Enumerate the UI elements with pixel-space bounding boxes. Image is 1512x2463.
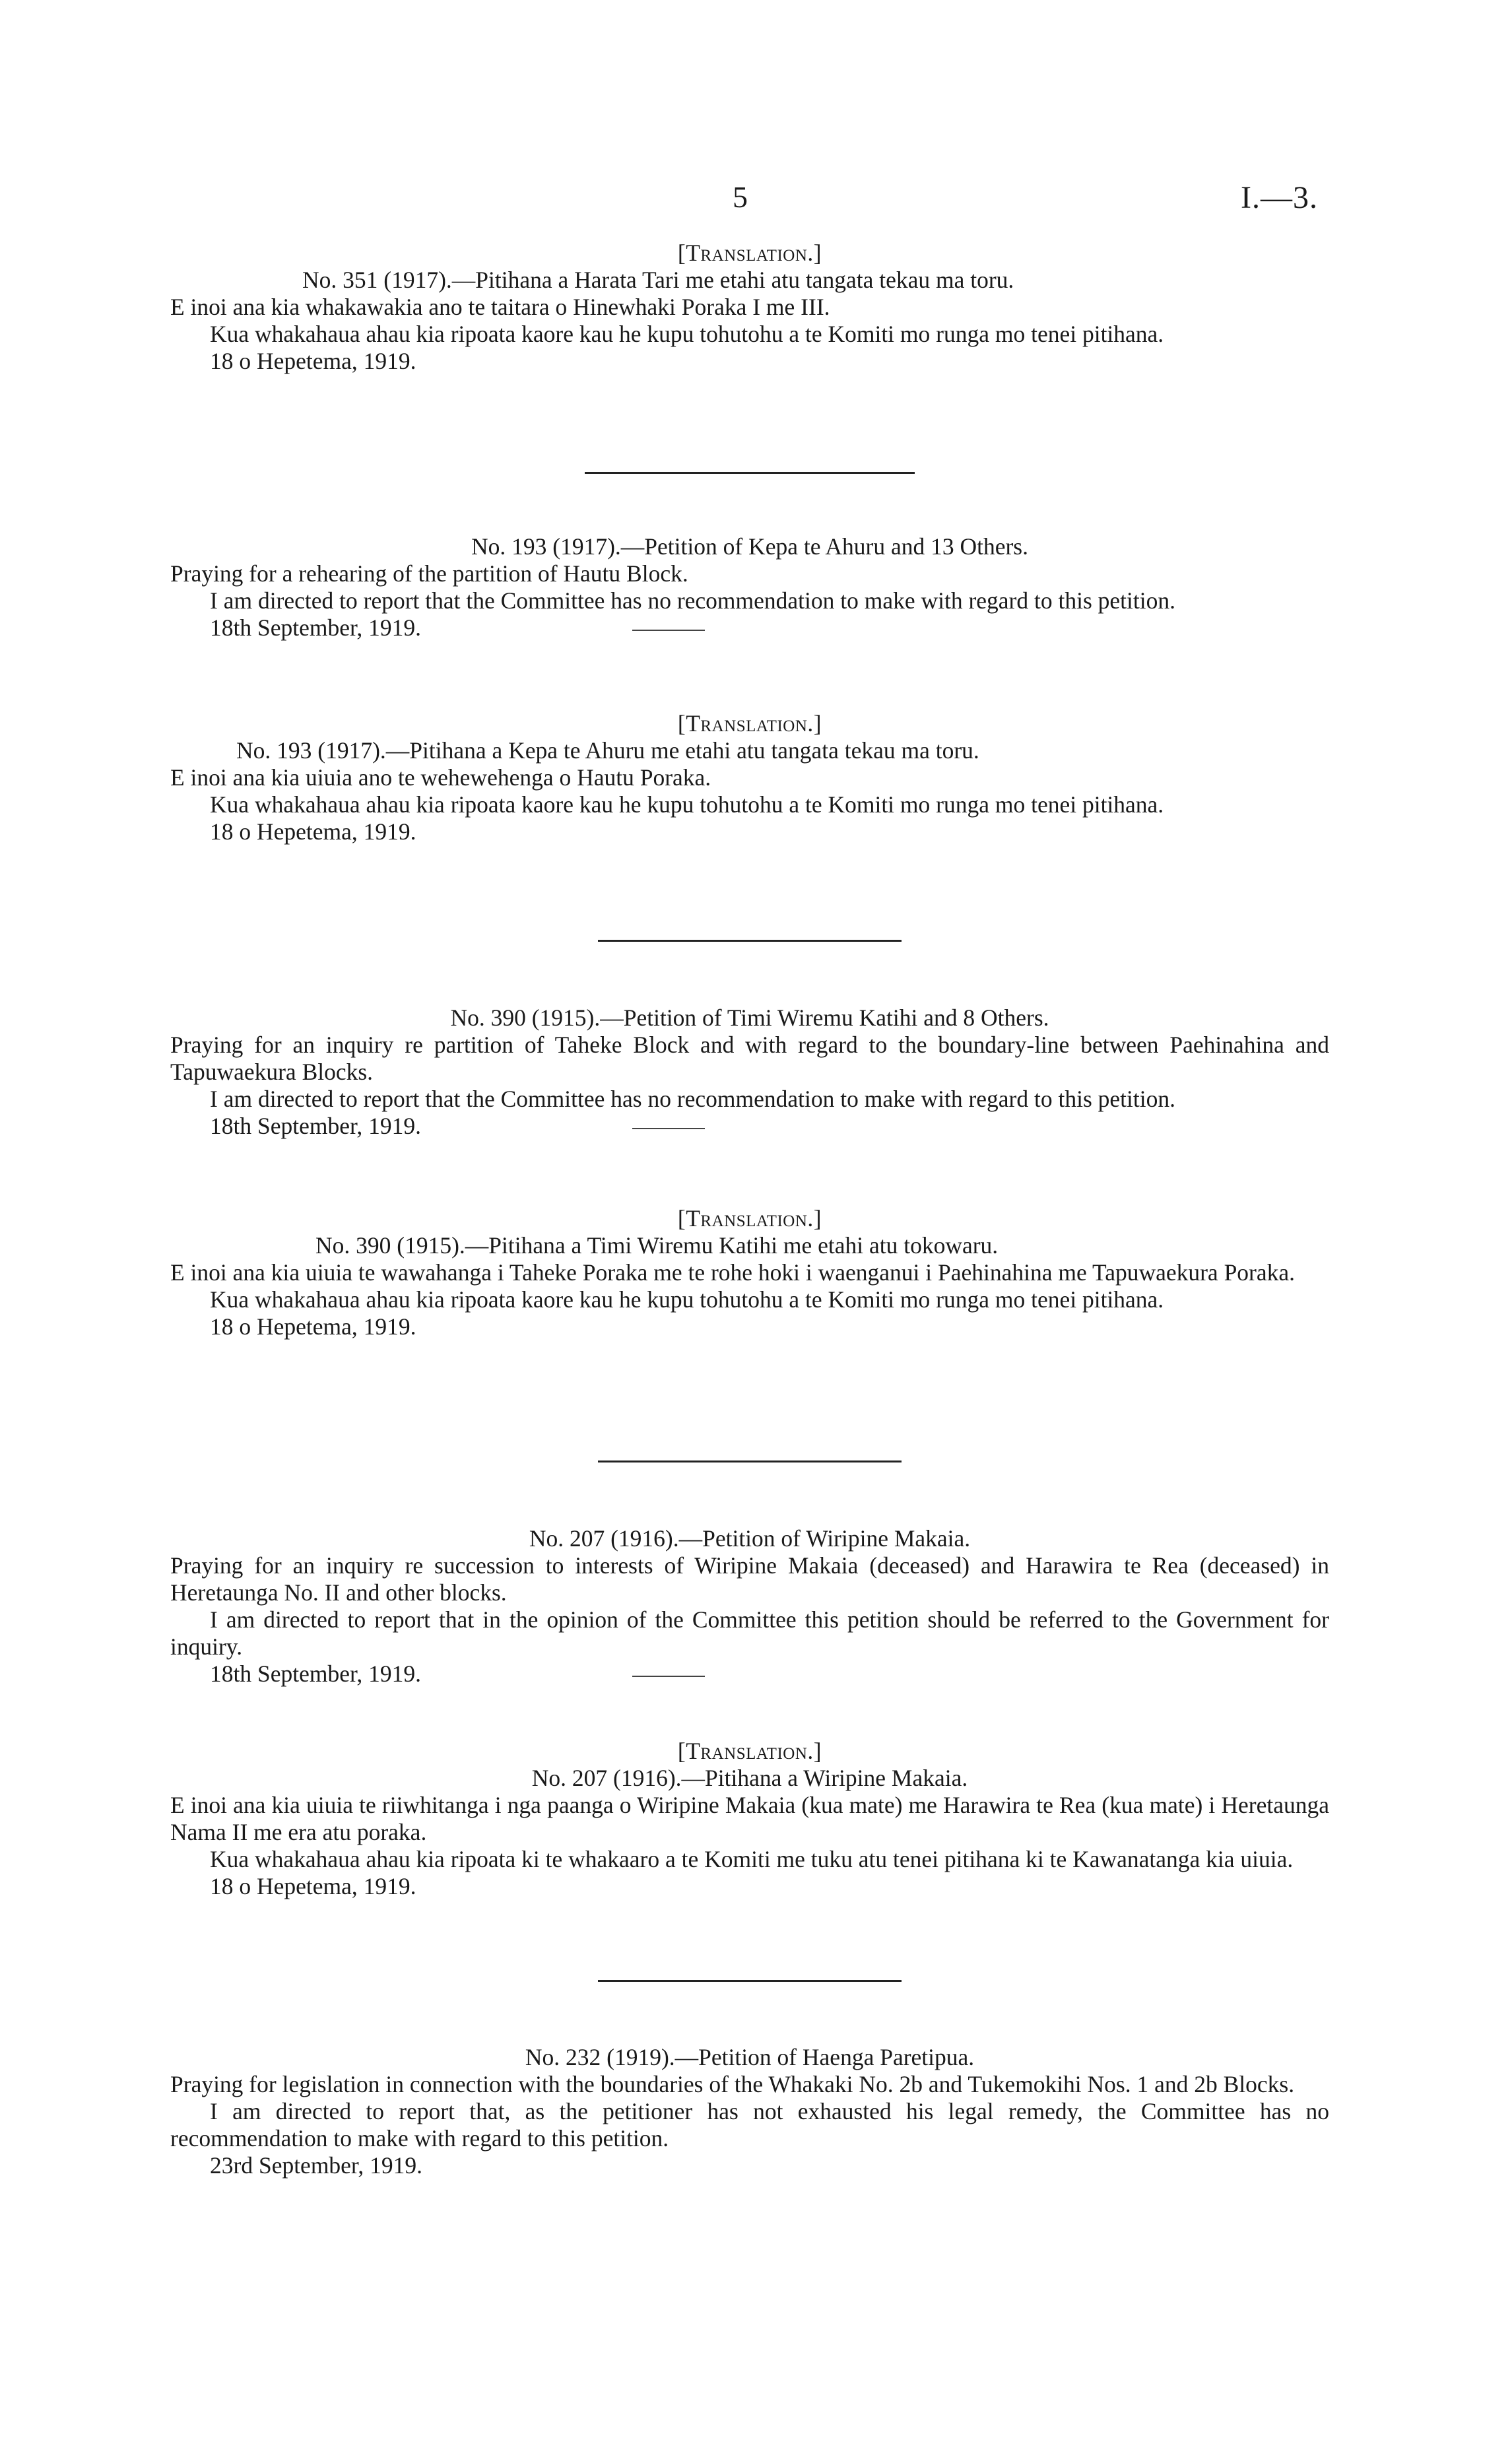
petition-report: Kua whakahaua ahau kia ripoata ki te whakaaro a te Komiti me tuku atu tenei pitihana ki te Kawanatanga kia uiuia. — [210, 1846, 1294, 1872]
petition-193 — [170, 533, 1329, 641]
petition-207-translation — [170, 1738, 1329, 1900]
translation-label: [Translation.] — [677, 240, 822, 266]
section-divider — [170, 472, 1329, 474]
short-divider — [632, 1676, 705, 1677]
petition-heading: No. 232 (1919).—Petition of Haenga Paretipua. — [525, 2044, 975, 2070]
section-divider — [170, 940, 1329, 942]
document-reference: I.—3. — [1241, 180, 1318, 215]
petition-date: 18 o Hepetema, 1919. — [210, 818, 416, 845]
petition-report: I am directed to report that, as the petitioner has not exhausted his legal remedy, the Committee has no recommendation to make with regard to this petition. — [170, 2098, 1329, 2151]
petition-prayer: E inoi ana kia uiuia te riiwhitanga i nga paanga o Wiripine Makaia (kua mate) me Harawira te Rea (kua mate) i Heretaunga Nama II me era atu poraka. — [170, 1792, 1329, 1845]
petition-report: Kua whakahaua ahau kia ripoata kaore kau he kupu tohutohu a te Komiti mo runga mo tenei pitihana. — [210, 1286, 1164, 1313]
petition-heading: No. 193 (1917).—Pitihana a Kepa te Ahuru me etahi atu tangata tekau ma toru. — [236, 737, 979, 764]
petition-heading: No. 193 (1917).—Petition of Kepa te Ahuru and 13 Others. — [471, 533, 1028, 560]
petition-date — [170, 1660, 1329, 1688]
petition-report: I am directed to report that the Committee has no recommendation to make with regard to this petition. — [210, 587, 1175, 614]
short-divider — [632, 1128, 705, 1129]
petition-date: 18 o Hepetema, 1919. — [210, 1873, 416, 1899]
petition-prayer: E inoi ana kia uiuia ano te wehewehenga o Hautu Poraka. — [170, 764, 711, 791]
translation-label: [Translation.] — [677, 710, 822, 737]
petition-report: I am directed to report that in the opinion of the Committee this petition should be referred to the Government for inquiry. — [170, 1606, 1329, 1660]
petition-390 — [170, 1004, 1329, 1140]
petition-prayer: Praying for an inquiry re partition of Taheke Block and with regard to the boundary-line between Paehinahina and Tapuwaekura Blocks. — [170, 1032, 1329, 1085]
petition-heading: No. 390 (1915).—Petition of Timi Wiremu Katihi and 8 Others. — [450, 1004, 1049, 1031]
petition-heading: No. 207 (1916).—Pitihana a Wiripine Makaia. — [531, 1765, 968, 1791]
section-divider — [170, 1461, 1329, 1462]
petition-prayer: Praying for an inquiry re succession to interests of Wiripine Makaia (deceased) and Harawira te Rea (deceased) in Heretaunga No. II and other blocks. — [170, 1552, 1329, 1606]
date-text: 18th September, 1919. — [210, 1113, 422, 1139]
section-divider — [170, 1980, 1329, 1982]
petition-report: I am directed to report that the Committee has no recommendation to make with regard to this petition. — [210, 1086, 1175, 1112]
petition-prayer: E inoi ana kia uiuia te wawahanga i Taheke Poraka me te rohe hoki i waenganui i Paehinahina me Tapuwaekura Poraka. — [170, 1259, 1296, 1286]
translation-label: [Translation.] — [677, 1738, 822, 1764]
short-divider — [632, 630, 705, 631]
petition-prayer: E inoi ana kia whakawakia ano te taitara o Hinewhaki Poraka I me III. — [170, 294, 830, 320]
petition-date — [170, 1113, 1329, 1140]
petition-date — [170, 614, 1329, 641]
petition-193-translation — [170, 710, 1329, 845]
petition-390-translation — [170, 1205, 1329, 1340]
petition-date: 18 o Hepetema, 1919. — [210, 348, 416, 374]
petition-date: 18 o Hepetema, 1919. — [210, 1313, 416, 1340]
petition-heading: No. 351 (1917).—Pitihana a Harata Tari me etahi atu tangata tekau ma toru. — [302, 267, 1014, 293]
petition-report: Kua whakahaua ahau kia ripoata kaore kau he kupu tohutohu a te Komiti mo runga mo tenei pitihana. — [210, 321, 1164, 347]
date-text: 18th September, 1919. — [210, 1660, 422, 1687]
petition-207 — [170, 1525, 1329, 1688]
date-text: 18th September, 1919. — [210, 614, 422, 641]
petition-report: Kua whakahaua ahau kia ripoata kaore kau he kupu tohutohu a te Komiti mo runga mo tenei pitihana. — [210, 791, 1164, 818]
petition-prayer: Praying for legislation in connection with the boundaries of the Whakaki No. 2b and Tukemokihi Nos. 1 and 2b Blocks. — [170, 2071, 1295, 2097]
translation-label: [Translation.] — [677, 1205, 822, 1232]
petition-heading: No. 390 (1915).—Pitihana a Timi Wiremu Katihi me etahi atu tokowaru. — [315, 1232, 999, 1259]
petition-232 — [170, 2044, 1329, 2179]
petition-351-translation — [170, 240, 1329, 375]
petition-heading: No. 207 (1916).—Petition of Wiripine Makaia. — [529, 1525, 971, 1552]
petition-date: 23rd September, 1919. — [210, 2152, 422, 2179]
page-number: 5 — [733, 180, 748, 214]
petition-prayer: Praying for a rehearing of the partition of Hautu Block. — [170, 560, 688, 587]
